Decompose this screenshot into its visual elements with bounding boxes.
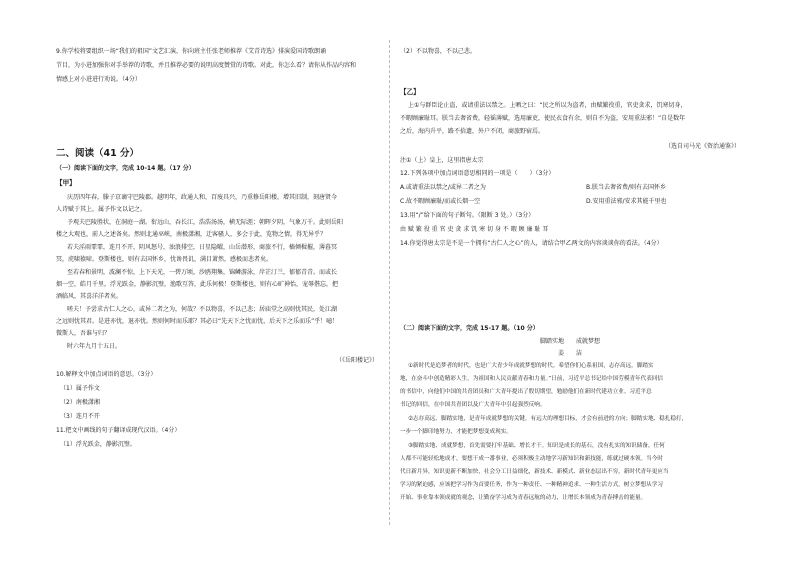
text-label-jia: 【甲】 [56, 179, 76, 187]
paragraph-line: 的书信中，向他们中国的共青团员和广大青年提出了殷切期望，勉励他们在新时代建功立业。习近平总 [400, 389, 652, 395]
paragraph-line: 冥，虎啸猿啼。登斯楼也，则有去国怀乡，忧谗畏讥，满目萧然，感极而悲者矣。 [56, 256, 273, 263]
paragraph-line: 予观夫巴陵胜状，在洞庭一湖。衔远山，吞长江，浩浩汤汤，横无际涯；朝晖夕阴，气象万千。此则岳阳 [67, 219, 344, 226]
q13-sentence: 由 赋 繁 役 重 官 吏 贪 求 饥 寒 切 身 不 暇 顾 廉 耻 耳 [400, 226, 549, 233]
q10-item: （1）属予作文 [60, 385, 100, 392]
paragraph-line: 代日新月异，知识更新不断加快，社会分工日益细化，新技术、新模式、新业态层出不穷，新时代青年更应当 [400, 469, 669, 475]
q10-item: （3）连月不开 [60, 413, 100, 420]
paragraph-line: 微斯人，吾谁与归？ [56, 330, 111, 337]
q12-option-b: B.朕当去奢省费/则有去国怀乡 [586, 184, 667, 191]
q10-item: （2）南极潇湘 [60, 399, 100, 406]
paragraph-line: ①新时代是追梦者的时代，也是广大青少年成就梦想的时代。希望你们心系祖国，志存高远，脚踏实 [408, 363, 654, 369]
q12-option-a: A.或请重法以禁之/或异二者之为 [400, 184, 486, 191]
paragraph-line: 庆历四年春，滕子京谪守巴陵郡。越明年，政通人和，百废具兴，乃重修岳阳楼，增其旧制，刻唐贤今 [67, 194, 338, 201]
source-line: （选自司马光《资治通鉴》） [664, 143, 740, 150]
column-divider [389, 40, 390, 525]
paragraph-line: 之远则忧其君。是进亦忧，退亦忧。然则何时而乐耶？其必曰“先天下之忧而忧，后天下之乐而乐”乎！噫！ [56, 318, 339, 325]
paragraph-line: 地，在奋斗中创造精彩人生，为祖国和人民贡献青春和力量。”日前，习近平总书记给中国劳模青年代表回信 [400, 376, 664, 382]
q9-line: 节目，为小进加强你对手举荐的诗歌，并且推荐必要的说明高度赞赏的诗歌。对此，你怎么看？请你从作品内容和 [56, 62, 357, 69]
paragraph-line: 烟一空，皓月千里，浮光跃金，静影沉璧，渔歌互答，此乐何极！登斯楼也，则有心旷神怡，宠辱偕忘，把 [56, 281, 339, 288]
q12-option-d: D.安用重法邪/安求其能千里也 [586, 198, 667, 205]
paragraph-line: 学习的紧迫感，应该把学习作为首要任务，作为一种责任、一种精神追求、一种生活方式，树立梦想从学习 [400, 482, 663, 488]
essay-author: 姜 洁 [557, 350, 582, 357]
paragraph-line: 楼之大观也，前人之述备矣。然则北通巫峡，南极潇湘，迁客骚人，多会于此，览物之情，得无异乎？ [56, 231, 327, 238]
paragraph-line: 上①与群臣论止盗，或请重法以禁之。上哂之曰：“民之所以为盗者，由赋繁役重，官吏贪求，饥寒切身， [408, 102, 687, 109]
paragraph-line: 嗟夫！予尝求古仁人之心，或异二者之为，何哉？不以物喜，不以己悲；居庙堂之高则忧其民，处江湖 [67, 306, 338, 313]
q9-line: 情感上对小进进行劝说。（4分） [56, 76, 141, 83]
paragraph-line: ②志存高远、脚踏实地，是青年成就梦想的关键。有远大的理想目标，才会有前进的方向；脚踏实地、稳扎稳打， [408, 416, 688, 422]
paragraph-line: 人诗赋于其上，属予作文以记之。 [56, 206, 147, 213]
source-line: （《岳阳楼记》） [335, 357, 378, 364]
paragraph-line: 至若春和景明，波澜不惊，上下天光，一碧万顷，沙鸥翔集，锦鳞游泳，岸芷汀兰，郁郁青青。而或长 [67, 269, 338, 276]
paragraph-line: ③脚踏实地、成就梦想，首先需要打牢基础、增长才干。知识是成长的基石，没有扎实的知识储备，任何 [408, 443, 665, 449]
q11-item: （1）浮光跃金，静影沉璧。 [60, 441, 136, 448]
question-10: 10.解释文中加点词语的意思。（3分） [56, 371, 157, 378]
part-heading: （一）阅读下面的文字，完成 10-14 题。（17 分） [56, 165, 195, 172]
footnote: 注①（上）皇上，这里指唐太宗 [400, 157, 484, 164]
text-label-yi: 【乙】 [400, 88, 420, 96]
paragraph-line: 书记的回信，在中国共青团以及广大青年中引起强烈反响。 [400, 402, 546, 408]
question-13: 13.用“/”给下面的句子断句。（限断 3 处。）（3分） [400, 212, 535, 219]
question-14: 14.你觉得唐太宗是不是一个拥有“古仁人之心”的人，请结合甲乙两文的内容谈谈你的看法。（4分） [400, 240, 663, 247]
q11-item: （2）不以物喜，不以己悲。 [400, 48, 476, 55]
essay-title: 脚踏实地 成就梦想 [539, 338, 600, 345]
part-heading: （二）阅读下面的文字，完成 15-17 题。（10 分） [400, 325, 539, 332]
paragraph-line: 酒临风，其喜洋洋者矣。 [56, 293, 123, 300]
question-12: 12.下列各项中加点词语意思相同的一项是（ ）（3分） [400, 170, 555, 177]
section-heading: 二、阅读（41 分） [56, 148, 140, 159]
question-11: 11.把文中画线的句子翻译成现代汉语。（4分） [56, 427, 181, 434]
paragraph-line: 人都不可能轻松地成才，要想干成一番事业，必须积极主动地学习新知识和新技能，练就过硬本领。当今时 [400, 456, 663, 462]
paragraph-line: 若夫淫雨霏霏，连月不开，阴风怒号，浊浪排空，日星隐曜，山岳潜形，商旅不行，樯倾楫摧，薄暮冥 [67, 244, 338, 251]
date-line: 时六年九月十五日。 [67, 343, 122, 350]
paragraph-line: 之后，海内升平，路不拾遗，外户不闭，商旅野宿焉。 [400, 128, 545, 135]
q9-line: 9.你学校将要组织一场“我们的祖国”文艺汇演，你向班主任张老师推荐《艾青诗选》排演爱国诗歌朗诵 [56, 48, 326, 55]
q12-option-c: C.故不暇顾廉耻/而或长烟一空 [400, 198, 481, 205]
paragraph-line: 一步一个脚印地努力，才能把梦想变成现实。 [400, 429, 512, 435]
paragraph-line: 开始、事业靠本领成就的观念，让勤奋学习成为青春远航的动力，让增长本领成为青春搏击的能量。 [400, 495, 647, 501]
paragraph-line: 不暇顾廉耻耳。朕当去奢省费，轻徭薄赋，选用廉吏，使民衣食有余，则自不为盗，安用重法邪！”自是数年 [400, 115, 686, 122]
